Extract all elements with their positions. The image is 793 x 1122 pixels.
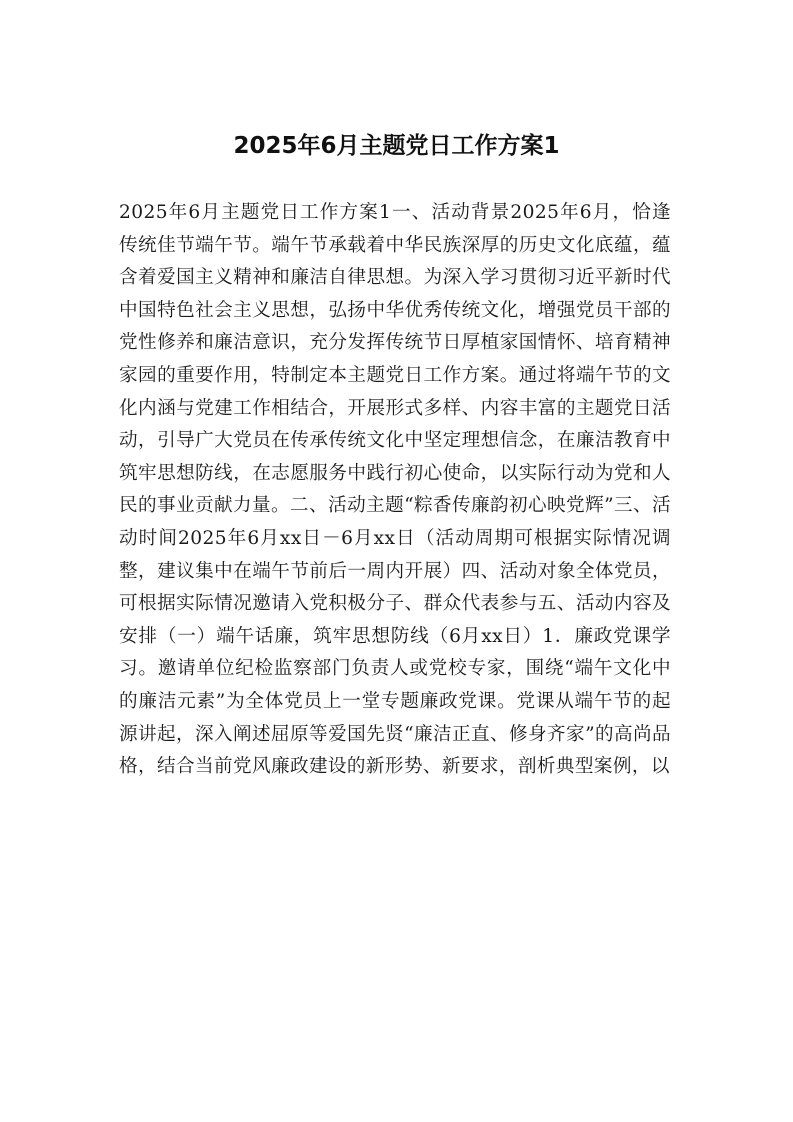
document-body: 2025年6月主题党日工作方案1一、活动背景2025年6月，恰逢传统佳节端午节。端午节承载着中华民族深厚的历史文化底蕴，蕴含着爱国主义精神和廉洁自律思想。为深入学习贯彻习近平新时代中国特色社会主义思想，弘扬中华优秀传统文化，增强党员干部的党性修养和廉洁意识，充分发挥传统节日厚植家国情怀、培育精神家园的重要作用，特制定本主题党日工作方案。通过将端午节的文化内涵与党建工作相结合，开展形式多样、内容丰富的主题党日活动，引导广大党员在传承传统文化中坚定理想信念，在廉洁教育中筑牢思想防线，在志愿服务中践行初心使命，以实际行动为党和人民的事业贡献力量。二、活动主题“粽香传廉韵初心映党辉”三、活动时间2025年6月xx日－6月xx日（活动周期可根据实际情况调整，建议集中在端午节前后一周内开展）四、活动对象全体党员，可根据实际情况邀请入党积极分子、群众代表参与五、活动内容及安排（一）端午话廉，筑牢思想防线（6月xx日）1．廉政党课学习。邀请单位纪检监察部门负责人或党校专家，围绕“端午文化中的廉洁元素”为全体党员上一堂专题廉政党课。党课从端午节的起源讲起，深入阐述屈原等爱国先贤“廉洁正直、修身齐家”的高尚品格，结合当前党风廉政建设的新形势、新要求，剖析典型案例，以 [119, 202, 671, 778]
document-title: 2025年6月主题党日工作方案1 [233, 133, 560, 159]
